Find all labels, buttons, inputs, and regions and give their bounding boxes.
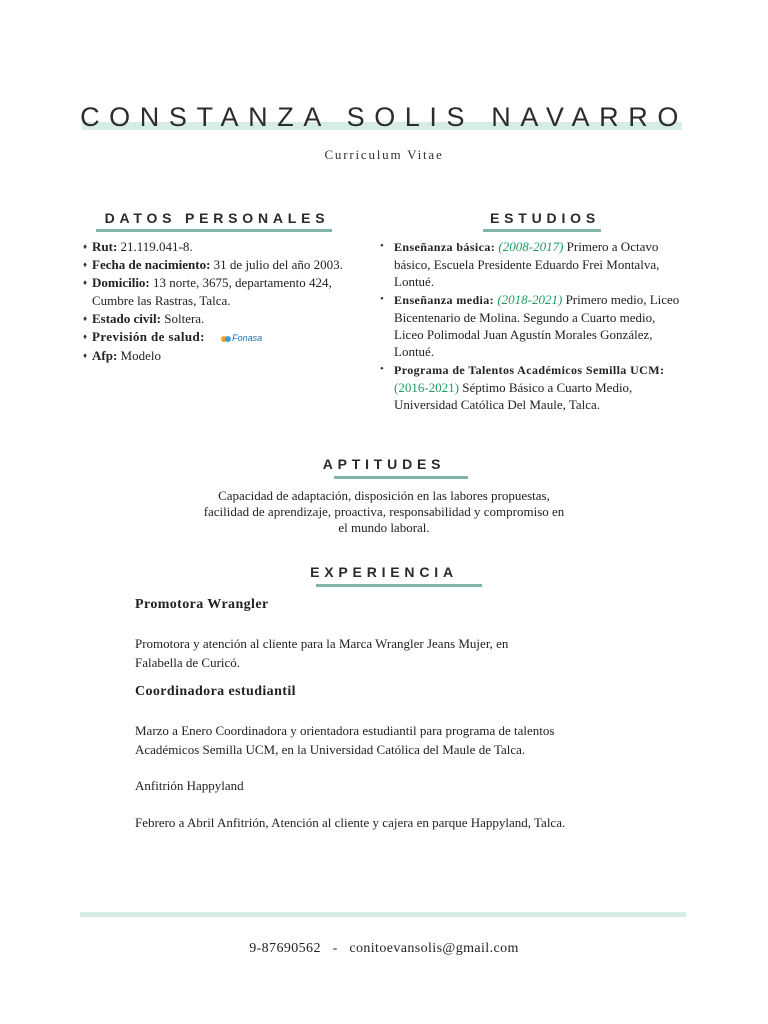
contact-email: conitoevansolis@gmail.com [349, 941, 519, 956]
education-item-talentos [378, 361, 686, 413]
list-item-birthdate [82, 256, 352, 274]
job-desc-line: Falabella de Curicó. [135, 655, 241, 670]
education-item-media [378, 291, 686, 360]
education-years: (2008-2017) [498, 239, 564, 254]
rut-value: 21.119.041-8. [120, 239, 193, 254]
afp-value: Modelo [120, 348, 161, 364]
list-item-health [82, 328, 352, 347]
list-item-civil-status [82, 310, 352, 328]
birthdate-value: 31 de julio del año 2003. [213, 257, 343, 272]
education-years: (2016-2021) [394, 380, 459, 395]
rut-label: Rut: [92, 239, 118, 254]
document-subtitle: Curriculum Vitae [324, 147, 444, 162]
education-label: Enseñanza media: [394, 293, 495, 307]
list-item-address [82, 274, 352, 310]
job-desc-coordinadora [135, 721, 687, 759]
section-rule-experiencia [316, 584, 482, 587]
job-title-wrangler: Promotora Wrangler [135, 597, 269, 612]
section-rule-estudios [483, 229, 601, 232]
list-item-afp [82, 347, 352, 365]
education-text: Primero medio, Liceo Bicentenario de Molina. Segundo a Cuarto medio, Liceo Polimodal Juan Agustín Morales González, Lontué. [394, 292, 680, 359]
fonasa-logo [220, 329, 262, 347]
health-label: Previsión de salud: [92, 329, 205, 344]
contact-phone: 9-87690562 [249, 941, 321, 956]
birthdate-label: Fecha de nacimiento: [92, 257, 211, 272]
contact-separator: - [332, 941, 338, 956]
job-desc-line: Académicos Semilla UCM, en la Universidad Católica del Maule de Talca. [135, 742, 526, 757]
section-title-experiencia: EXPERIENCIA [310, 564, 458, 580]
address-label: Domicilio: [92, 275, 150, 290]
address-value: 13 norte, 3675, departamento 424, Cumbre las Rastras, Talca. [92, 275, 332, 308]
education-text: Séptimo Básico a Cuarto Medio, Universidad Católica Del Maule, Talca. [394, 380, 633, 412]
job-title-happyland: Anfitrión Happyland [135, 778, 244, 793]
civil-status-label: Estado civil: [92, 311, 161, 326]
section-rule-datos-personales [96, 229, 332, 232]
aptitudes-line: el mundo laboral. [338, 520, 430, 535]
section-title-estudios: ESTUDIOS [490, 210, 600, 226]
job-title-coordinadora: Coordinadora estudiantil [135, 684, 296, 699]
education-label: Enseñanza básica: [394, 240, 496, 254]
job-desc-line: Promotora y atención al cliente para la Marca Wrangler Jeans Mujer, en [135, 636, 509, 651]
aptitudes-line: facilidad de aprendizaje, proactiva, responsabilidad y compromiso en [203, 504, 565, 519]
job-desc-happyland: Febrero a Abril Anfitrión, Atención al cliente y cajera en parque Happyland, Talca. [135, 815, 566, 830]
aptitudes-line: Capacidad de adaptación, disposición en las labores propuestas, [218, 488, 550, 503]
contact-footer [0, 941, 768, 957]
job-desc-line: Marzo a Enero Coordinadora y orientadora estudiantil para programa de talentos [135, 723, 555, 738]
fonasa-logo-text: Fonasa [232, 333, 263, 344]
afp-label: Afp: [92, 348, 118, 364]
job-desc-wrangler [135, 634, 695, 672]
education-text: Primero a Octavo básico, Escuela Presidente Eduardo Frei Montalva, Lontué. [394, 239, 660, 289]
civil-status-value: Soltera. [164, 311, 205, 326]
aptitudes-text [0, 488, 768, 536]
personal-data-list [82, 238, 352, 365]
section-title-datos-personales: DATOS PERSONALES [104, 210, 330, 226]
fonasa-logo-mark-icon [220, 333, 232, 345]
section-title-aptitudes: APTITUDES [322, 456, 446, 472]
list-item-rut [82, 238, 352, 256]
education-list [378, 238, 686, 414]
education-label: Programa de Talentos Académicos Semilla UCM: [394, 363, 665, 377]
candidate-name: CONSTANZA SOLIS NAVARRO [80, 102, 688, 132]
education-years: (2018-2021) [497, 292, 563, 307]
section-rule-aptitudes [334, 476, 468, 479]
footer-band [80, 912, 686, 917]
education-item-basica [378, 238, 686, 290]
